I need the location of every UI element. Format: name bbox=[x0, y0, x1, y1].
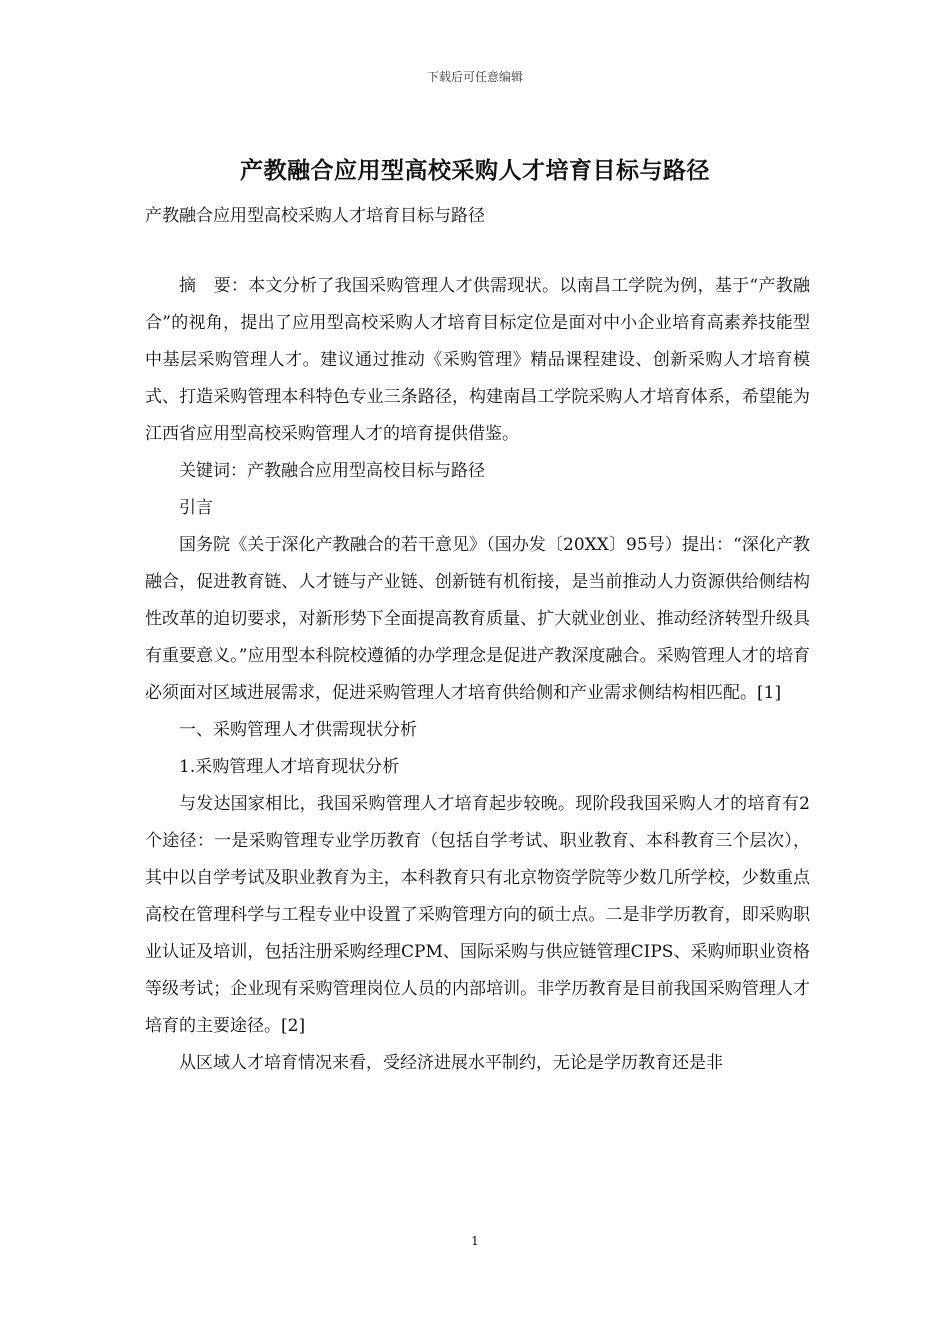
abstract-paragraph: 摘 要：本文分析了我国采购管理人才供需现状。以南昌工学院为例，基于“产教融合”的视角，提出了应用型高校采购人才培育目标定位是面对中小企业培育高素养技能型中基层采购管理人才。建议通过推动《采购管理》精品课程建设、创新采购人才培育模式、打造采购管理本科特色专业三条路径，构建南昌工学院采购人才培育体系，希望能为江西省应用型高校采购管理人才的培育提供借鉴。 bbox=[145, 276, 810, 444]
body-paragraph: 与发达国家相比，我国采购管理人才培育起步较晚。现阶段我国采购人才的培育有2个途径：一是采购管理专业学历教育（包括自学考试、职业教育、本科教育三个层次），其中以自学考试及职业教育为主，本科教育只有北京物资学院等少数几所学校，少数重点高校在管理科学与工程专业中设置了采购管理方向的硕士点。二是非学历教育，即采购职业认证及培训，包括注册采购经理CPM、国际采购与供应链管理CIPS、采购师职业资格等级考试；企业现有采购管理岗位人员的内部培训。非学历教育是目前我国采购管理人才培育的主要途径。[2] bbox=[145, 794, 810, 1036]
subsection-heading-1-1: 1.采购管理人才培育现状分析 bbox=[179, 757, 400, 777]
body-paragraph: 从区域人才培育情况来看，受经济进展水平制约，无论是学历教育还是非 bbox=[179, 1053, 723, 1073]
introduction-paragraph: 国务院《关于深化产教融合的若干意见》（国办发〔20XX〕95号）提出：“深化产教融合，促进教育链、人才链与产业链、创新链有机衔接，是当前推动人力资源供给侧结构性改革的迫切要求，对新形势下全面提高教育质量、扩大就业创业、推动经济转型升级具有重要意义。”应用型本科院校遵循的办学理念是促进产教深度融合。采购管理人才的培育必须面对区域进展需求，促进采购管理人才培育供给侧和产业需求侧结构相匹配。[1] bbox=[145, 535, 810, 703]
section-heading-introduction: 引言 bbox=[179, 498, 213, 518]
header-note: 下载后可任意编辑 bbox=[426, 70, 523, 84]
page-number: 1 bbox=[471, 1234, 479, 1248]
keywords-paragraph: 关键词：产教融合应用型高校目标与路径 bbox=[179, 461, 485, 481]
document-subtitle: 产教融合应用型高校采购人才培育目标与路径 bbox=[145, 206, 485, 226]
document-body bbox=[145, 268, 810, 1082]
section-heading-1: 一、采购管理人才供需现状分析 bbox=[179, 720, 417, 740]
document-title: 产教融合应用型高校采购人才培育目标与路径 bbox=[240, 157, 710, 184]
